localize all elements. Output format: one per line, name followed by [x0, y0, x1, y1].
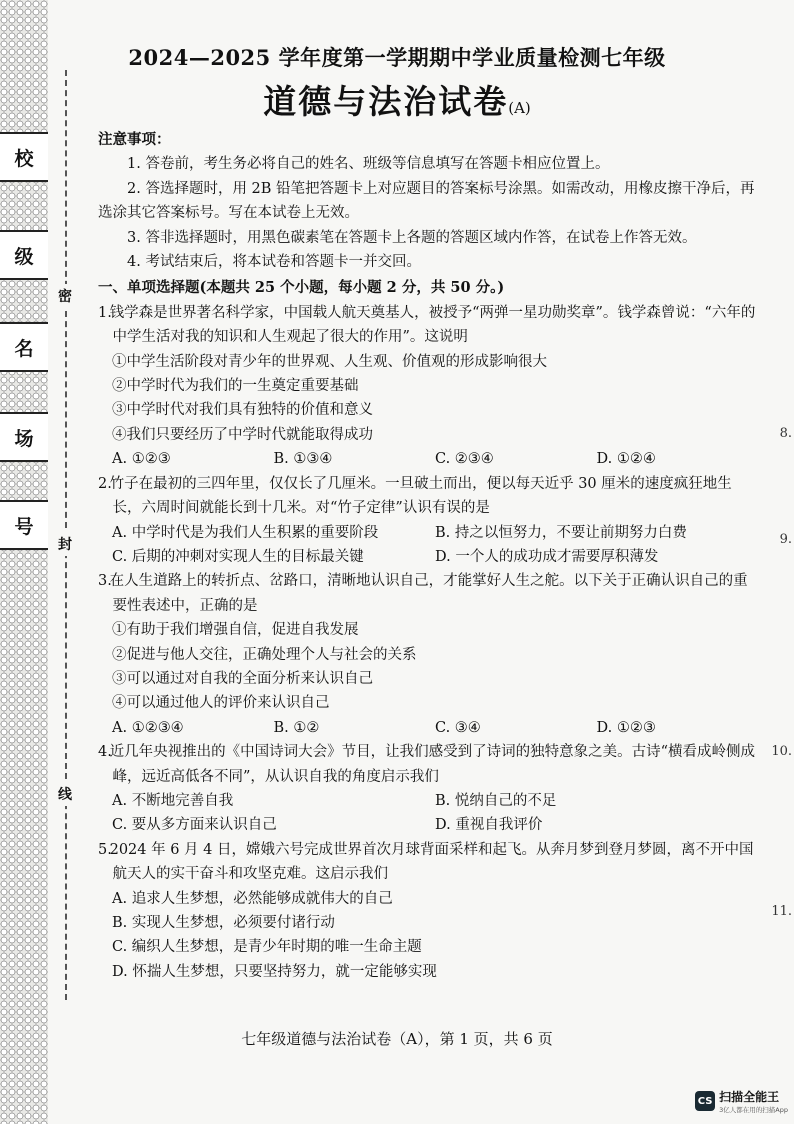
question-stem: [98, 838, 758, 887]
class-field-label: 级: [0, 230, 48, 280]
exam-title: [0, 76, 794, 123]
option-a: A. ①②③④: [112, 719, 184, 736]
notice-item: 1. 答卷前，考生务必将自己的姓名、班级等信息填写在答题卡相应位置上。: [127, 156, 610, 173]
question-stem: [98, 569, 758, 618]
statement: ④我们只要经历了中学时代就能取得成功: [112, 426, 373, 443]
notice-heading: 注意事项：: [98, 131, 171, 148]
exam-title-text: 道德与法治试卷: [263, 82, 509, 121]
question-number: 5.: [98, 841, 112, 858]
statement: ②促进与他人交往，正确处理个人与社会的关系: [112, 646, 417, 663]
question-number: 1.: [98, 304, 112, 321]
notice-item: 3. 答非选择题时，用黑色碳素笔在答题卡上各题的答题区域内作答，在试卷上作答无效。: [127, 229, 697, 246]
section-heading: 一、单项选择题(本题共 25 个小题，每小题 2 分，共 50 分。): [98, 279, 505, 297]
school-field-label: 校: [0, 132, 48, 182]
right-margin-mark: 8.: [779, 426, 792, 441]
name-field-label: 名: [0, 322, 48, 372]
statement: ①中学生活阶段对青少年的世界观、人生观、价值观的形成影响很大: [112, 353, 547, 370]
exam-variant: (A): [508, 99, 531, 117]
answer-options: [98, 813, 758, 837]
cut-word-xian: 线: [58, 782, 72, 806]
right-margin-mark: 11.: [771, 904, 792, 919]
answer-options: [98, 521, 758, 545]
binding-sidebar: [0, 0, 48, 1124]
scanner-app-name: 扫描全能王: [719, 1090, 780, 1104]
statement: ④可以通过他人的评价来认识自己: [112, 695, 330, 712]
question-stem: [98, 740, 758, 789]
question-stem: [98, 472, 758, 521]
statement: ②中学时代为我们的一生奠定重要基础: [112, 378, 359, 395]
option-d: D. 重视自我评价: [435, 817, 543, 834]
statement: ③中学时代对我们具有独特的价值和意义: [112, 402, 373, 419]
question-stem: [98, 301, 758, 350]
question-text: 钱学森是世界著名科学家，中国载人航天奠基人，被授予“两弹一星功勋奖章”。钱学森曾说：“六年的中学生活对我的知识和人生观起了很大的作用”。这说明: [109, 304, 756, 346]
option-d: D. 怀揣人生梦想，只要坚持努力，就一定能够实现: [112, 963, 437, 980]
option-a: A. 不断地完善自我: [112, 792, 234, 809]
notice-item: 4. 考试结束后，将本试卷和答题卡一并交回。: [127, 254, 421, 271]
option-c: C. 要从多方面来认识自己: [112, 817, 277, 834]
notice-item: 2. 答选择题时，用 2B 铅笔把答题卡上对应题目的答案标号涂黑。如需改动，用橡皮擦干净后，再选涂其它答案标号。写在本试卷上无效。: [98, 180, 755, 222]
statement: ③可以通过对自我的全面分析来认识自己: [112, 670, 373, 687]
answer-options: [98, 789, 758, 813]
exam-content: [98, 128, 758, 984]
option-a: A. ①②③: [112, 451, 171, 468]
seat-number-field-label: 号: [0, 500, 48, 550]
option-c: C. 后期的冲刺对实现人生的目标最关键: [112, 548, 364, 565]
question-text: 竹子在最初的三四年里，仅仅长了几厘米。一旦破土而出，便以每天近乎 30 厘米的速度疯狂地生长，六周时间就能长到十几米。对“竹子定律”认识有误的是: [109, 475, 732, 517]
exam-room-field-label: 场: [0, 412, 48, 462]
option-c: C. 编织人生梦想，是青少年时期的唯一生命主题: [112, 939, 422, 956]
option-c: C. ③④: [435, 719, 481, 736]
right-margin-mark: 10.: [771, 744, 792, 759]
exam-header-line: 2024—2025 学年度第一学期期中学业质量检测七年级: [128, 45, 666, 70]
option-b: B. 实现人生梦想，必须要付诸行动: [112, 915, 335, 931]
question-text: 近几年央视推出的《中国诗词大会》节目，让我们感受到了诗词的独特意象之美。古诗“横看成岭侧成峰，远近高低各不同”，从认识自我的角度启示我们: [109, 744, 756, 785]
scanner-watermark: [695, 1088, 788, 1114]
question-text: 在人生道路上的转折点、岔路口，清晰地认识自己，才能掌好人生之舵。以下关于正确认识自己的重要性表述中，正确的是: [109, 573, 748, 614]
question-number: 4.: [98, 744, 112, 761]
option-a: A. 中学时代是为我们人生积累的重要阶段: [112, 524, 379, 541]
option-a: A. 追求人生梦想，必然能够成就伟大的自己: [112, 890, 393, 907]
page-footer: 七年级道德与法治试卷（A），第 1 页，共 6 页: [241, 1030, 553, 1048]
answer-options: [98, 447, 758, 471]
question-number: 3.: [98, 573, 112, 590]
answer-options: [98, 545, 758, 569]
question-number: 2.: [98, 475, 112, 492]
option-c: C. ②③④: [435, 451, 494, 468]
answer-options: [98, 716, 758, 740]
option-b: B. ①②: [273, 719, 320, 736]
cut-word-mi: 密: [58, 284, 72, 308]
option-b: B. ①③④: [273, 451, 333, 468]
option-b: B. 悦纳自己的不足: [435, 792, 557, 809]
camscanner-logo-icon: CS: [695, 1091, 715, 1111]
option-d: D. ①②④: [596, 451, 656, 468]
option-b: B. 持之以恒努力，不要让前期努力白费: [435, 524, 687, 541]
question-text: 2024 年 6 月 4 日，嫦娥六号完成世界首次月球背面采样和起飞。从奔月梦到登月梦圆，离不开中国航天人的实干奋斗和攻坚克难。这启示我们: [109, 841, 754, 883]
option-d: D. ①②③: [596, 719, 656, 736]
right-margin-mark: 9.: [779, 532, 792, 547]
scanner-tagline: 3亿人都在用的扫描App: [719, 1106, 788, 1114]
statement: ①有助于我们增强自信，促进自我发展: [112, 622, 359, 639]
cut-word-feng: 封: [58, 532, 72, 556]
option-d: D. 一个人的成功成才需要厚积薄发: [435, 548, 659, 565]
